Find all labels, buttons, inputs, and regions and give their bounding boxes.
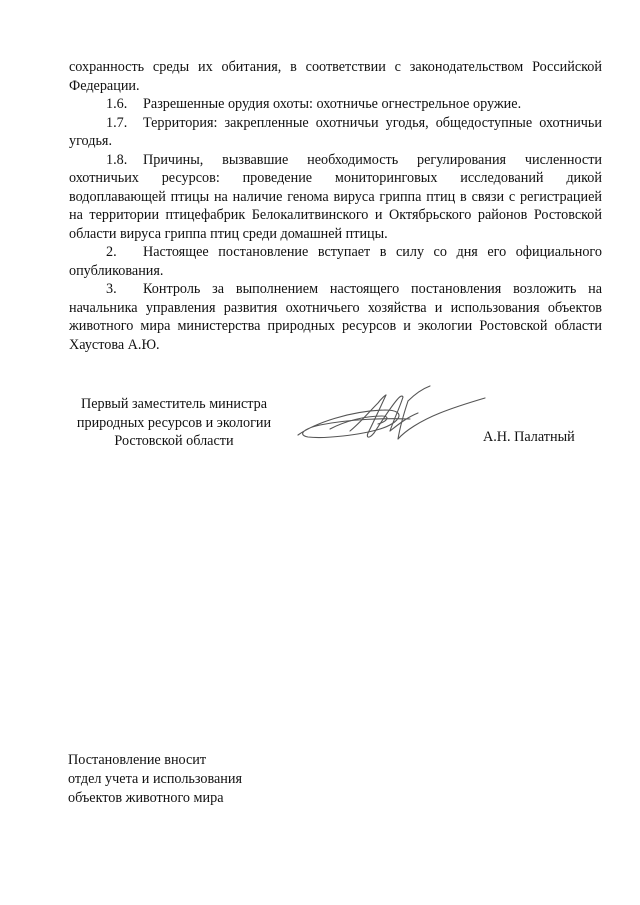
paragraph-number: 3. [106, 281, 117, 297]
paragraph-3 [69, 280, 602, 354]
signatory-title-line: Ростовской области [114, 433, 234, 449]
paragraph-number: 1.6. [106, 96, 128, 112]
submitted-by-note [68, 751, 242, 808]
paragraph-text: Причины, вызвавшие необходимость регулирования численности охотничьих ресурсов: проведение мониторинговых исследований дикой водоплавающей птицы на наличие генома вируса гриппа птиц в связи с регистрацией на территории птицефабрик Белокалитвинского и Октябрьского районов Ростовской области вируса гриппа птиц среди домашней птицы. [69, 151, 602, 242]
paragraph-1-6 [69, 95, 602, 114]
paragraph-2 [69, 243, 602, 280]
paragraph-1-7 [69, 114, 602, 151]
signatory-title-line: Первый заместитель министра [80, 396, 268, 412]
paragraph-1-8 [69, 151, 602, 244]
paragraph-number: 1.8. [106, 151, 128, 168]
note-line: Постановление вносит [68, 752, 207, 768]
paragraph-continuation [69, 58, 602, 95]
paragraph-text: Разрешенные орудия охоты: охотничье огнестрельное оружие. [143, 96, 522, 112]
paragraph-text: Контроль за выполнением настоящего постановления возложить на начальника управления развития охотничьего хозяйства и использования объектов животного мира министерства природных ресурсов и экологии Ростовской области Хаустова А.Ю. [69, 281, 602, 353]
signatory-title [64, 395, 284, 451]
paragraph-text: сохранность среды их обитания, в соответствии с законодательством Российской Федерации. [69, 59, 602, 94]
note-line: объектов животного мира [68, 790, 224, 806]
signatory-title-line: природных ресурсов и экологии [76, 414, 272, 431]
paragraph-text: Настоящее постановление вступает в силу со дня его официального опубликования. [69, 244, 602, 279]
signatory-name: А.Н. Палатный [483, 429, 575, 445]
note-line: отдел учета и использования [68, 771, 243, 787]
paragraph-number: 2. [106, 244, 117, 260]
paragraph-number: 1.7. [106, 114, 128, 131]
document-body [69, 58, 602, 354]
handwritten-signature [290, 383, 490, 453]
paragraph-text: Территория: закрепленные охотничьи угодья, общедоступные охотничьи угодья. [69, 114, 602, 149]
